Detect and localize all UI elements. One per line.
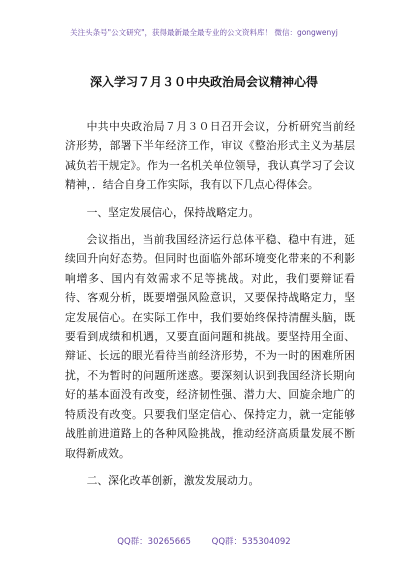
body-paragraph: 会议指出，当前我国经济运行总体平稳、稳中有进，延续回升向好态势。但同时也面临外部环境变化带来的不利影响增多、国内有效需求不足等挑战。对此，我们要辩证看待、客观分析，既要增强风险意识，又要保持战略定力，坚定发展信心。在实际工作中，我们要始终保持清醒头脑，既要看到成绩和机遇，又要直面问题和挑战。要坚持用全面、辩证、长远的眼光看待当前经济形势，不为一时的困难所困扰，不为暂时的问题所迷惑。要深刻认识到我国经济长期向好的基本面没有改变，经济韧性强、潜力大、回旋余地广的特质没有改变。只要我们坚定信心、保持定力，就一定能够战胜前进道路上的各种风险挑战，推动经济高质量发展不断取得新成效。 — [65, 233, 355, 460]
footer-qq-group-1: QQ群：30265665 — [117, 537, 191, 547]
footer-qq-groups — [0, 535, 408, 547]
header-promo-note: 关注头条号"公文研究"，获得最新最全最专业的公文资料库！ 微信：gongwenyj — [70, 28, 338, 37]
section-heading-2: 二、深化改革创新，激发发展动力。 — [86, 473, 260, 487]
document-title: 深入学习７月３０中央政治局会议精神心得 — [89, 75, 318, 89]
section-heading-1: 一、坚定发展信心，保持战略定力。 — [86, 205, 260, 219]
intro-paragraph: 中共中央政治局７月３０日召开会议，分析研究当前经济形势，部署下半年经济工作，审议《整治形式主义为基层减负若干规定》。作为一名机关单位领导，我认真学习了会议精神，．结合自身工作实际，我有以下几点心得体会。 — [65, 120, 355, 192]
document-body — [65, 117, 355, 498]
footer-qq-group-2: QQ群：535304092 — [211, 537, 291, 547]
